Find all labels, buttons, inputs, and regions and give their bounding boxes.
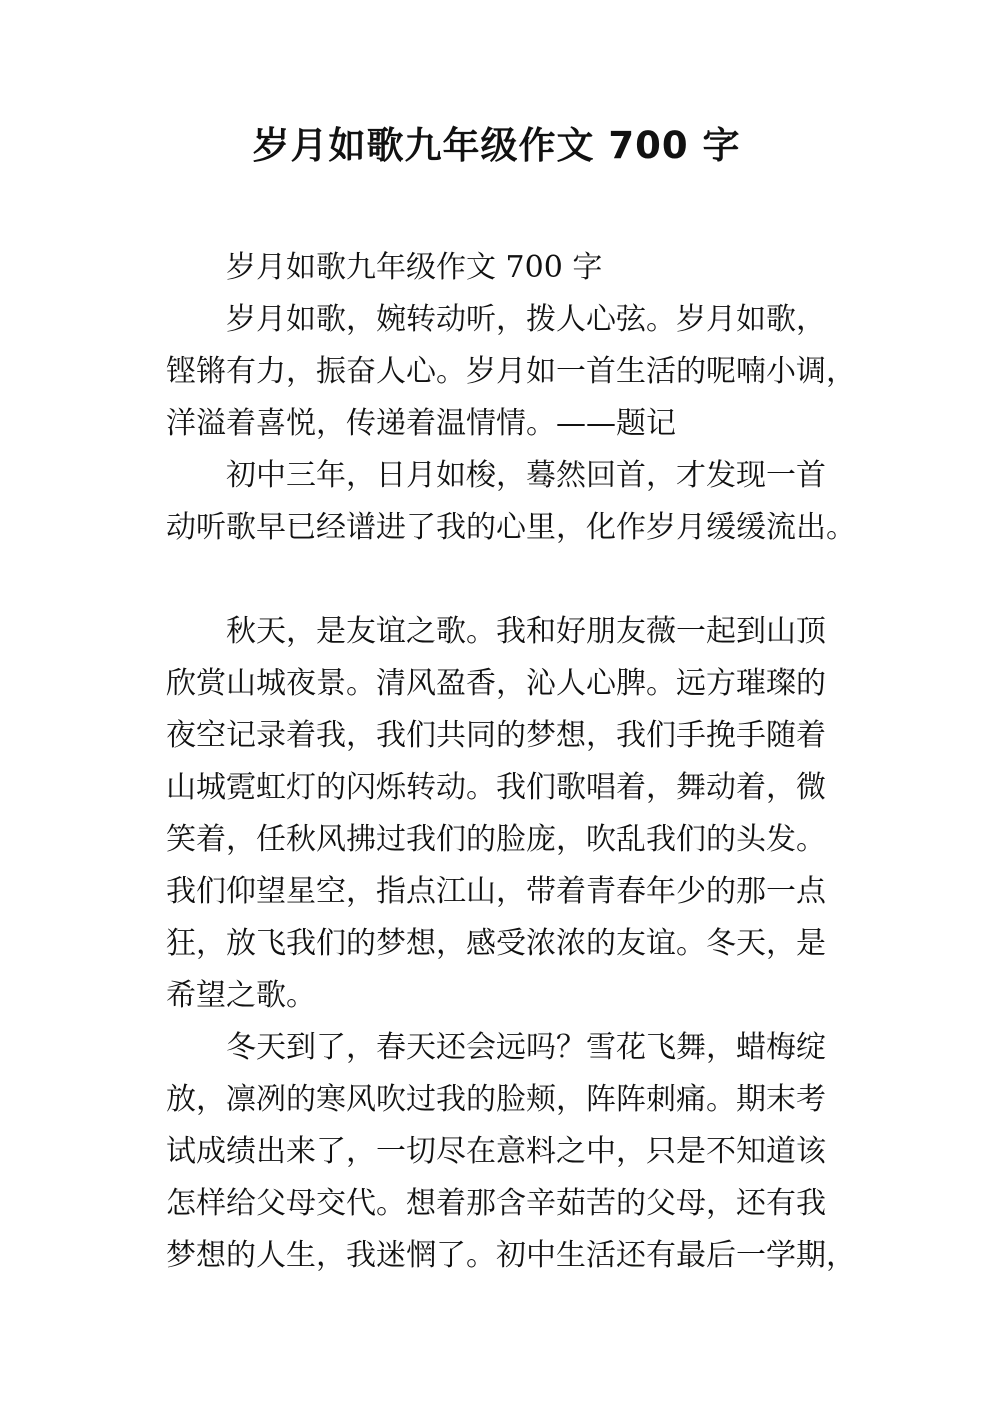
document-body xyxy=(166,242,856,1282)
text-line: 初中三年，日月如梭，蓦然回首，才发现一首 xyxy=(226,458,826,493)
subtitle-paragraph xyxy=(166,242,842,294)
paragraph-spacer xyxy=(166,554,842,606)
text-line: 试成绩出来了，一切尽在意料之中，只是不知道该 xyxy=(166,1134,826,1169)
text-line: 山城霓虹灯的闪烁转动。我们歌唱着，舞动着，微 xyxy=(166,770,826,805)
epigraph-paragraph xyxy=(166,294,856,450)
text-line: 梦想的人生，我迷惘了。初中生活还有最后一学期， xyxy=(166,1238,856,1273)
text-line: 怎样给父母交代。想着那含辛茹苦的父母，还有我 xyxy=(166,1186,826,1221)
text-line: 洋溢着喜悦，传递着温情情。——题记 xyxy=(166,406,676,441)
text-line: 欣赏山城夜景。清风盈香，沁人心脾。远方璀璨的 xyxy=(166,666,826,701)
text-line: 铿锵有力，振奋人心。岁月如一首生活的呢喃小调， xyxy=(166,354,856,389)
intro-paragraph xyxy=(166,450,856,554)
document-title: 岁月如歌九年级作文 700 字 xyxy=(252,124,741,167)
winter-paragraph xyxy=(166,1022,856,1282)
text-line: 岁月如歌九年级作文 700 字 xyxy=(226,250,603,285)
text-line: 放，凛冽的寒风吹过我的脸颊，阵阵刺痛。期末考 xyxy=(166,1082,826,1117)
autumn-paragraph xyxy=(166,606,842,1022)
text-line: 夜空记录着我，我们共同的梦想，我们手挽手随着 xyxy=(166,718,826,753)
text-line: 狂，放飞我们的梦想，感受浓浓的友谊。冬天，是 xyxy=(166,926,826,961)
text-line: 秋天，是友谊之歌。我和好朋友薇一起到山顶 xyxy=(226,614,826,649)
text-line: 动听歌早已经谱进了我的心里，化作岁月缓缓流出。 xyxy=(166,510,856,545)
text-line: 冬天到了，春天还会远吗？雪花飞舞，蜡梅绽 xyxy=(226,1030,826,1065)
text-line: 希望之歌。 xyxy=(166,978,316,1013)
text-line: 笑着，任秋风拂过我们的脸庞，吹乱我们的头发。 xyxy=(166,822,826,857)
text-line: 我们仰望星空，指点江山，带着青春年少的那一点 xyxy=(166,874,826,909)
text-line: 岁月如歌，婉转动听，拨人心弦。岁月如歌， xyxy=(226,302,826,337)
